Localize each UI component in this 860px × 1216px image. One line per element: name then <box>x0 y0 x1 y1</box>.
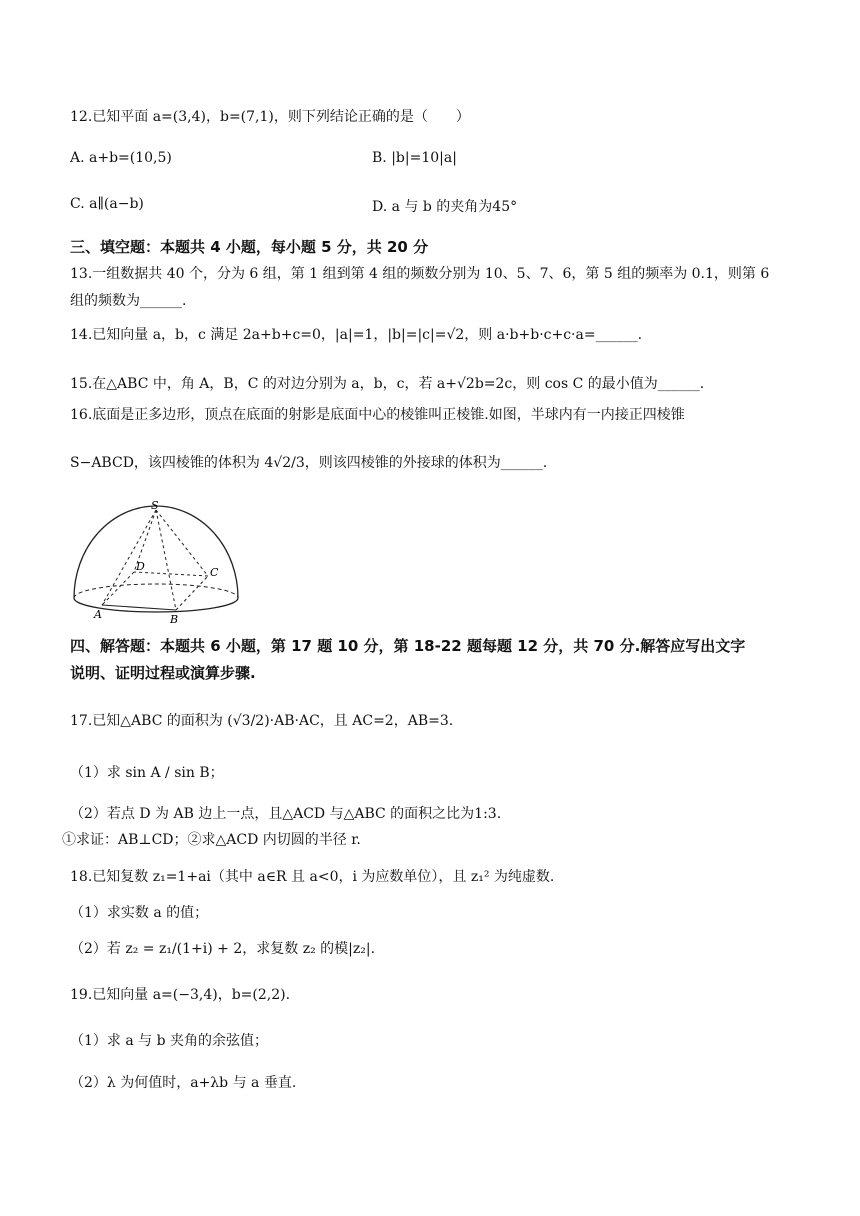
question-18-part-1: （1）求实数 a 的值； <box>70 905 209 921</box>
question-19-part-1: （1）求 a 与 b 夹角的余弦值； <box>70 1033 269 1049</box>
question-18-stem: 18.已知复数 z₁=1+ai（其中 a∈R 且 a<0，i 为应数单位），且 z₁² 为纯虚数. <box>70 869 555 885</box>
question-15: 15.在△ABC 中，角 A，B，C 的对边分别为 a，b，c，若 a+√2b=2c，则 cos C 的最小值为______. <box>70 376 705 392</box>
question-19-stem: 19.已知向量 a=(−3,4)，b=(2,2). <box>70 987 291 1003</box>
edge-cd <box>134 572 208 576</box>
section-4-heading-line-2: 说明、证明过程或演算步骤. <box>70 664 256 682</box>
edge-sb <box>156 510 176 610</box>
label-c: C <box>210 566 219 579</box>
label-s: S <box>151 500 159 512</box>
question-12-stem: 12.已知平面 a=(3,4)，b=(7,1)，则下列结论正确的是（ ） <box>70 109 470 125</box>
question-17-part-2b: ①求证：AB⊥CD；②求△ACD 内切圆的半径 r. <box>62 832 361 848</box>
question-16-line-2: S−ABCD，该四棱锥的体积为 4√2/3，则该四棱锥的外接球的体积为______. <box>70 455 548 471</box>
base-ellipse-back <box>74 584 238 598</box>
question-12-option-c: C. a∥(a−b) <box>70 196 144 212</box>
question-19-part-2: （2）λ 为何值时，a+λb 与 a 垂直. <box>70 1075 297 1091</box>
hemisphere-pyramid-figure <box>66 500 246 626</box>
question-14: 14.已知向量 a，b，c 满足 2a+b+c=0，|a|=1，|b|=|c|=√2，则 a·b+b·c+c·a=______. <box>70 327 643 343</box>
question-12-option-a: A. a+b=(10,5) <box>70 150 172 166</box>
section-3-heading: 三、填空题：本题共 4 小题，每小题 5 分，共 20 分 <box>70 238 429 256</box>
edge-da <box>102 572 134 605</box>
edge-bc <box>176 576 208 610</box>
label-d: D <box>136 560 145 573</box>
section-4-heading-line-1: 四、解答题：本题共 6 小题，第 17 题 10 分，第 18-22 题每题 12 分，共 70 分.解答应写出文字 <box>70 637 746 655</box>
question-13-line-2: 组的频数为______. <box>70 293 187 309</box>
label-b: B <box>170 613 179 626</box>
question-16-line-1: 16.底面是正多边形，顶点在底面的射影是底面中心的棱锥叫正棱锥.如图，半球内有一内接正四棱锥 <box>70 407 685 423</box>
question-17-part-1: （1）求 sin A / sin B； <box>70 765 224 781</box>
question-12-option-d: D. a 与 b 的夹角为45° <box>372 199 518 215</box>
question-12-option-b: B. |b|=10|a| <box>372 150 457 166</box>
label-a: A <box>94 608 102 621</box>
question-18-part-2: （2）若 z₂ = z₁/(1+i) + 2，求复数 z₂ 的模|z₂|. <box>70 941 376 957</box>
edge-sa <box>102 510 156 605</box>
edge-ab <box>102 605 176 610</box>
question-13-line-1: 13.一组数据共 40 个，分为 6 组，第 1 组到第 4 组的频数分别为 10、5、7、6，第 5 组的频率为 0.1，则第 6 <box>70 266 770 282</box>
question-17-part-2: （2）若点 D 为 AB 边上一点，且△ACD 与△ABC 的面积之比为1:3. <box>70 806 502 822</box>
question-17-stem: 17.已知△ABC 的面积为 (√3/2)·AB·AC，且 AC=2，AB=3. <box>70 713 454 729</box>
